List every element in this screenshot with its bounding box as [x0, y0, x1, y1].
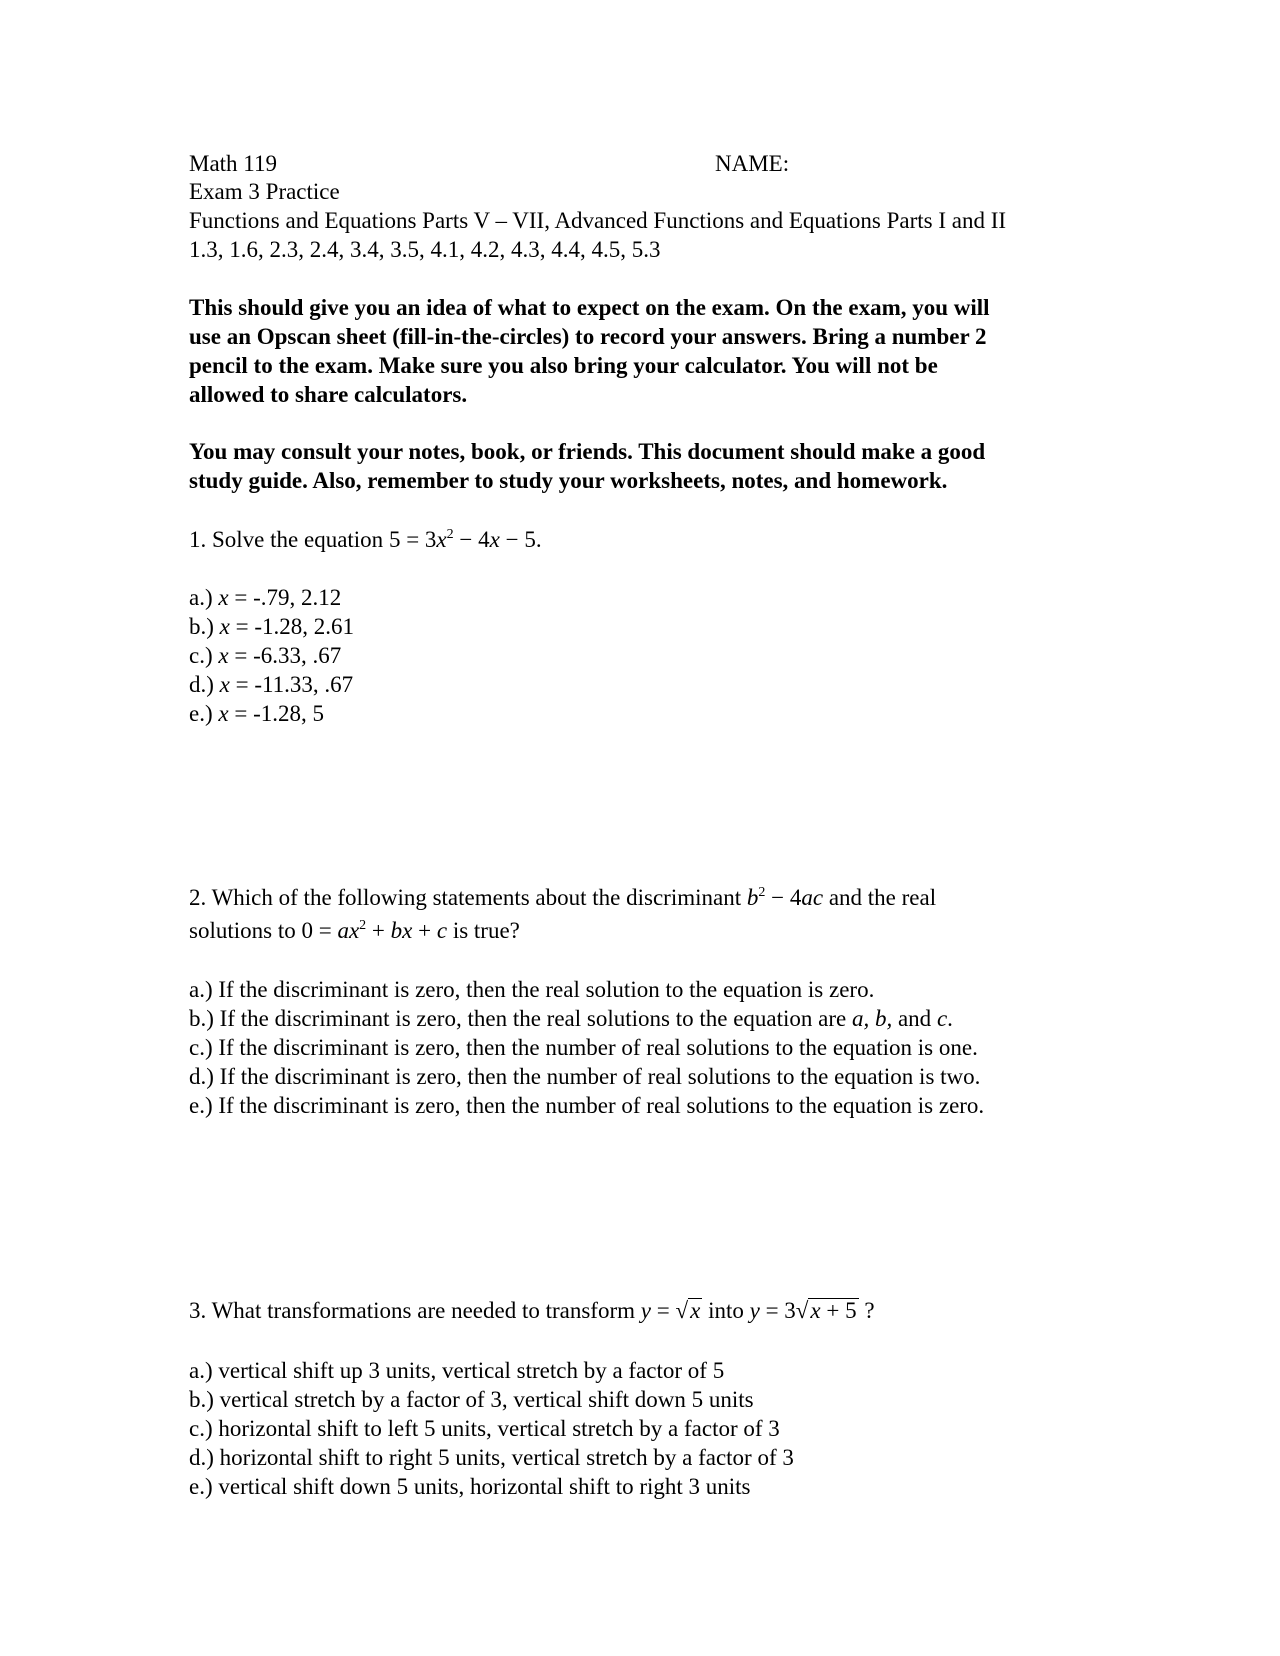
study-guide-line: You may consult your notes, book, or friends. This document should make a good	[189, 439, 986, 464]
course-title: Math 119	[189, 151, 277, 176]
question-1-option-c: c.) x = -6.33, .67	[189, 643, 342, 668]
question-2-option-d: d.) If the discriminant is zero, then the number of real solutions to the equation is two.	[189, 1064, 981, 1089]
question-1-option-d: d.) x = -11.33, .67	[189, 672, 354, 697]
question-3-prompt: 3. What transformations are needed to transform y = √x into y = 3√x + 5 ?	[189, 1298, 875, 1323]
topics-line: Functions and Equations Parts V – VII, Advanced Functions and Equations Parts I and II	[189, 208, 1007, 233]
question-2-option-a: a.) If the discriminant is zero, then the real solution to the equation is zero.	[189, 977, 875, 1002]
question-3-option-c: c.) horizontal shift to left 5 units, vertical stretch by a factor of 3	[189, 1416, 780, 1441]
question-3-option-e: e.) vertical shift down 5 units, horizontal shift to right 3 units	[189, 1474, 751, 1499]
question-2-option-b: b.) If the discriminant is zero, then the real solutions to the equation are a, b, and c.	[189, 1006, 953, 1031]
question-3-option-b: b.) vertical stretch by a factor of 3, vertical shift down 5 units	[189, 1387, 754, 1412]
question-1-option-b: b.) x = -1.28, 2.61	[189, 614, 355, 639]
instruction-line: use an Opscan sheet (fill-in-the-circles) to record your answers. Bring a number 2	[189, 324, 987, 349]
question-2-option-c: c.) If the discriminant is zero, then the number of real solutions to the equation is one.	[189, 1035, 978, 1060]
question-1-prompt: 1. Solve the equation $5 = 3x^2 - 4x - 5$.	[189, 527, 542, 552]
question-1-option-e: e.) x = -1.28, 5	[189, 701, 324, 726]
square-root-icon: √	[675, 1298, 689, 1323]
square-root-icon: √	[795, 1298, 809, 1323]
question-3-option-a: a.) vertical shift up 3 units, vertical stretch by a factor of 5	[189, 1358, 725, 1383]
instruction-line: allowed to share calculators.	[189, 382, 468, 407]
question-2-option-e: e.) If the discriminant is zero, then the number of real solutions to the equation is zero.	[189, 1093, 985, 1118]
question-1-option-a: a.) x = -.79, 2.12	[189, 585, 342, 610]
instruction-line: pencil to the exam. Make sure you also bring your calculator. You will not be	[189, 353, 938, 378]
question-2-prompt-line-1: 2. Which of the following statements about the discriminant $b^2 - 4ac$ and the real	[189, 885, 937, 910]
instruction-line: This should give you an idea of what to expect on the exam. On the exam, you will	[189, 295, 990, 320]
name-label: NAME:	[715, 151, 790, 176]
exam-title: Exam 3 Practice	[189, 179, 340, 204]
question-3-option-d: d.) horizontal shift to right 5 units, vertical stretch by a factor of 3	[189, 1445, 794, 1470]
question-2-prompt-line-2: solutions to $0 = ax^2$ + bx + c is true?	[189, 918, 520, 943]
study-guide-line: study guide. Also, remember to study your worksheets, notes, and homework.	[189, 468, 948, 493]
sections-line: 1.3, 1.6, 2.3, 2.4, 3.4, 3.5, 4.1, 4.2, 4.3, 4.4, 4.5, 5.3	[189, 237, 661, 262]
